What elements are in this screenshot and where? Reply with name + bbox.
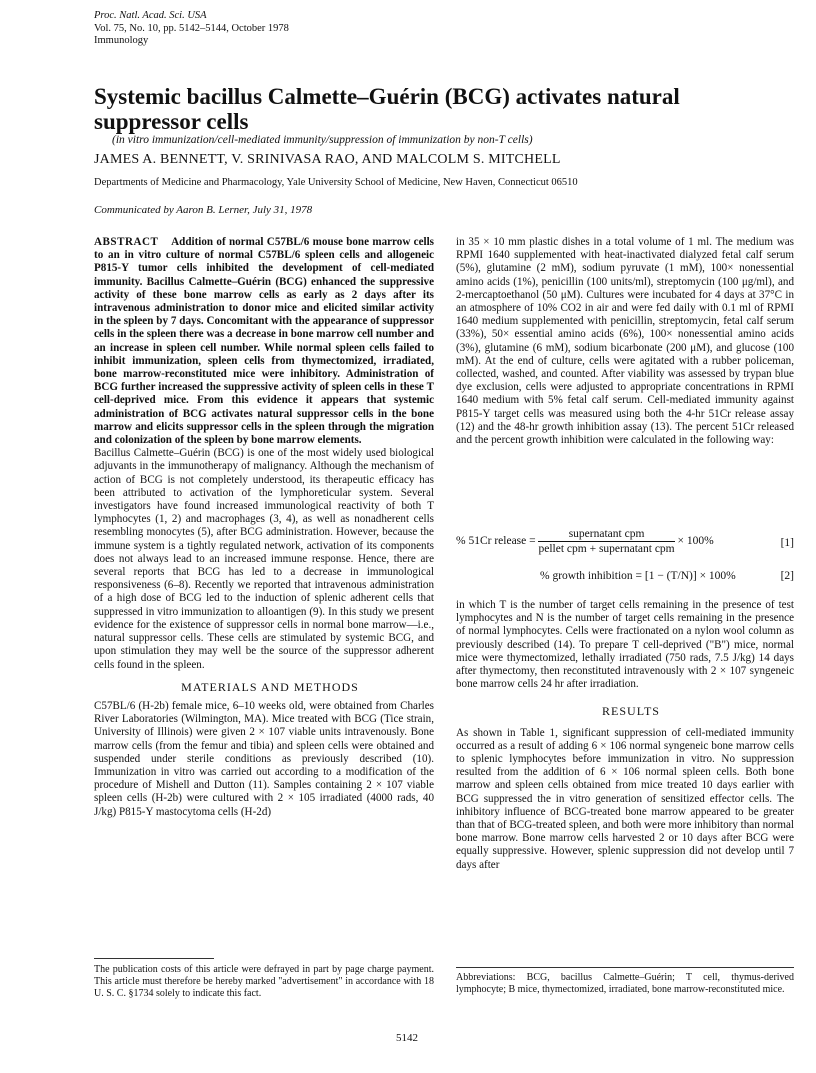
abstract-label: ABSTRACT: [94, 236, 159, 248]
eq1-rhs: × 100%: [677, 535, 714, 548]
equation-1: [456, 528, 794, 555]
right-column-bottom: [456, 599, 794, 872]
methods-heading: MATERIALS AND METHODS: [181, 679, 359, 694]
eq1-fraction: [538, 528, 674, 555]
intro-paragraph: Bacillus Calmette–Guérin (BCG) is one of the most widely used biological adjuvants in the immunotherapy of malignancy. Although the mechanism of action of BCG is not completely understood, its therapeutic efficacy has been attributed to activation of the lymphoreticular system. Several investigators have found increased immunological reactivity of both T lymphocytes (1, 2) and macrophages (3, 4), as well as nonadherent cells resembling monocytes (5), after BCG administration. However, because the immune system is a tightly regulated network, activation of its components does not always lead to an increased immune response. Hence, there are several reports that BCG has led to a decrease in immunological responsiveness (6–8). Recently we reported that intravenous administration of a high dose of BCG led to the induction of splenic adherent cells that suppressed in vitro immunization to alloantigen (9). In this study we present evidence for the existence of suppressor cells in normal bone marrow—i.e., natural suppressor cells. These cells are stimulated by systemic BCG, and upon stimulation they may well be the source of the suppressor adherent cells found in the spleen.: [94, 447, 434, 671]
author-list: JAMES A. BENNETT, V. SRINIVASA RAO, AND MALCOLM S. MITCHELL: [94, 152, 561, 167]
affiliation: Departments of Medicine and Pharmacology, Yale University School of Medicine, New Haven, Connecticut 06510: [94, 177, 578, 188]
methods-paragraph: C57BL/6 (H-2b) female mice, 6–10 weeks old, were obtained from Charles River Laboratories (Wilmington, MA). Mice treated with BCG (Tice strain, University of Illinois) were given 2 × 107 viable units intravenously. Bone marrow cells (from the femur and tibia) and spleen cells were obtained and suspended under sterile conditions as previously described (10). Immunization in vitro was carried out according to a modification of the procedure of Mishell and Dutton (11). Samples containing 2 × 107 viable spleen cells (H-2b) were cultured with 2 × 105 irradiated (4000 rads, 40 J/kg) P815-Y mastocytoma cells (H-2d): [94, 699, 434, 818]
communicated-by: Communicated by Aaron B. Lerner, July 31, 1978: [94, 204, 313, 216]
paper-title: Systemic bacillus Calmette–Guérin (BCG) activates natural suppressor cells: [94, 84, 680, 134]
section-label: Immunology: [94, 35, 149, 46]
eq2-number: [2]: [780, 570, 794, 582]
abstract-text: Addition of normal C57BL/6 mouse bone marrow cells to an in vitro culture of normal C57BL/6 spleen cells and allogeneic P815-Y tumor cells inhibited the development of cell-mediated immunity. Bacillus Calmette–Guérin (BCG) enhanced the suppressive activity of these bone marrow cells as early as 2 days after its intravenous administration to donor mice and elicited similar activity in the spleen by 7 days. Concomitant with the appearance of suppressor cells in the spleen there was a decrease in bone marrow cell number and an increase in spleen cell number. While normal spleen cells failed to inhibit immunization, spleen cells from thymectomized, irradiated, bone marrow-reconstituted mice were inhibitory. Administration of BCG further increased the suppressive activity of spleen cells in these T cell-deprived mice. From this evidence it appears that systemic administration of BCG activates natural suppressor cells in the bone marrow and elicits suppressor cells in the spleen through the migration and colonization of the spleen by bone marrow elements.: [94, 236, 434, 447]
right-column-top: [456, 236, 794, 447]
publication-footnote: The publication costs of this article were defrayed in part by page charge payment. This article must therefore be hereby marked "advertisement" in accordance with 18 U. S. C. §1734 solely to indicate this fact.: [94, 964, 434, 999]
abbreviations-footnote: Abbreviations: BCG, bacillus Calmette–Guérin; T cell, thymus-derived lymphocyte; B mice, thymectomized, irradiated, bone marrow-reconstituted mice.: [456, 967, 794, 996]
eq1-numerator: supernatant cpm: [538, 528, 674, 542]
paper-subtitle: (in vitro immunization/cell-mediated immunity/suppression of immunization by non-T cells): [112, 134, 533, 146]
results-paragraph: As shown in Table 1, significant suppression of cell-mediated immunity occurred as a result of adding 6 × 106 normal syngeneic bone marrow cells to splenic lymphocytes before immunization in vitro. No suppression resulted from the addition of 6 × 106 normal spleen cells. Both bone marrow and spleen cells obtained from mice treated 10 days earlier with BCG suppressed the in vitro generation of sensitized effector cells. The inhibitory influence of BCG-treated bone marrow appeared to be greater than that of BCG-treated spleen, and both were more inhibitory than normal bone marrow. Bone marrow cells harvested 2 or 10 days after BCG were equally suppressive. However, splenic suppression did not develop until 7 days after: [456, 726, 794, 871]
eq1-lhs: % 51Cr release =: [456, 535, 536, 548]
running-header: [94, 10, 289, 48]
journal-name: Proc. Natl. Acad. Sci. USA: [94, 10, 207, 21]
left-column: [94, 236, 434, 819]
page-number: 5142: [396, 1032, 418, 1044]
eq1-number: [1]: [780, 537, 794, 549]
volume-line: Vol. 75, No. 10, pp. 5142–5144, October 1978: [94, 22, 289, 34]
eq2-text: % growth inhibition = [1 − (T/N)] × 100%: [540, 570, 736, 582]
footnote-rule: [94, 958, 214, 959]
results-heading: RESULTS: [602, 704, 660, 719]
methods-continued: in 35 × 10 mm plastic dishes in a total volume of 1 ml. The medium was RPMI 1640 supplemented with heat-inactivated dialyzed fetal calf serum (5%), glutamine (2 mM), sodium pyruvate (1 mM), 100× nonessential amino acids (1%), penicillin (100 units/ml), streptomycin (100 μg/ml), and 2-mercaptoethanol (50 μM). Cultures were incubated for 4 days at 37°C in an atmosphere of 10% CO2 in air and were fed daily with 0.1 ml of RPMI 1640 medium supplemented with penicillin, streptomycin, fetal calf serum (33%), 50× essential amino acids (6%), 100× nonessential amino acids (3%), glutamine (6 mM), sodium bicarbonate (200 μM), and glucose (100 mM). At the end of culture, cells were agitated with a rubber policeman, collected, washed, and counted. After viability was assessed by trypan blue dye exclusion, cells were adjusted to appropriate concentrations in RPMI 1640 medium with 5% fetal calf serum. Cell-mediated immunity against P815-Y target cells was measured using both the 4-hr 51Cr release assay (12) and the 48-hr growth inhibition assay (13). The percent 51Cr released and the percent growth inhibition were calculated in the following way:: [456, 236, 794, 447]
methods-final-paragraph: in which T is the number of target cells remaining in the presence of test lymphocytes and N is the number of target cells remaining in the presence of normal lymphocytes. Cells were fractionated on a nylon wool column as previously described (14). To prepare T cell-deprived ("B") mice, normal mice were thymectomized, lethally irradiated (750 rads, 7.5 J/kg) 14 days after thymectomy, then reconstituted intravenously with 2 × 107 syngeneic bone marrow cells 24 hr after irradiation.: [456, 599, 794, 691]
abstract: [94, 236, 434, 447]
equation-2: [540, 570, 794, 582]
eq1-denominator: pellet cpm + supernatant cpm: [538, 543, 675, 555]
